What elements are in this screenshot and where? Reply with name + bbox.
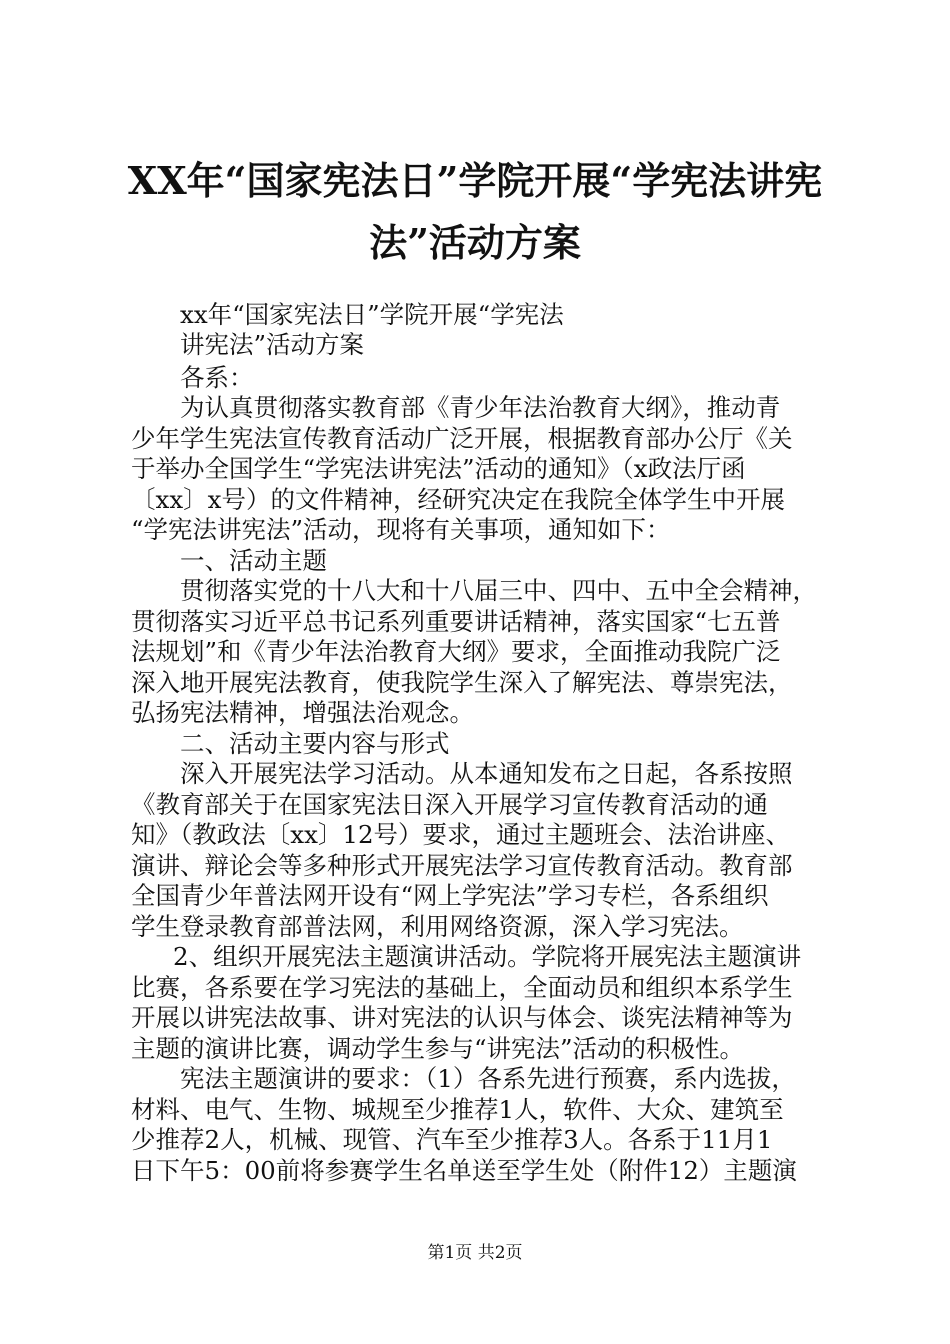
body-line: 学生登录教育部普法网，利用网络资源，深入学习宪法。 [131,912,744,941]
document-title-line-2: 法”活动方案 [369,220,581,265]
body-line: 法规划”和《青少年法治教育大纲》要求，全面推动我院广泛 [131,637,781,666]
section-heading-2: 二、活动主要内容与形式 [180,729,450,758]
body-line: 深入地开展宪法教育，使我院学生深入了解宪法、尊崇宪法， [131,668,793,697]
body-line: 主题的演讲比赛，调动学生参与“讲宪法”活动的积极性。 [131,1034,745,1063]
body-line: 少推荐2人，机械、现管、汽车至少推荐3人。各系于11月1 [131,1125,773,1154]
body-line: 〔xx〕x号）的文件精神，经研究决定在我院全体学生中开展 [131,485,785,514]
document-title-line-1: XX年“国家宪法日”学院开展“学宪法讲宪 [127,158,823,203]
body-line: 2、组织开展宪法主题演讲活动。学院将开展宪法主题演讲 [173,942,802,971]
body-line: 开展以讲宪法故事、讲对宪法的认识与体会、谈宪法精神等为 [131,1003,793,1032]
body-line: “学宪法讲宪法”活动，现将有关事项，通知如下： [131,515,671,544]
subtitle-line-1: xx年“国家宪法日”学院开展“学宪法 [180,300,564,329]
body-line: 全国青少年普法网开设有“网上学宪法”学习专栏，各系组织 [131,881,769,910]
body-line: 宪法主题演讲的要求：（1）各系先进行预赛，系内选拔， [180,1064,796,1093]
body-line: 贯彻落实党的十八大和十八届三中、四中、五中全会精神， [180,576,817,605]
body-line: 知》（教政法〔xx〕12号）要求，通过主题班会、法治讲座、 [131,820,791,849]
body-line: 演讲、辩论会等多种形式开展宪法学习宣传教育活动。教育部 [131,851,793,880]
body-line: 弘扬宪法精神，增强法治观念。 [131,698,474,727]
page-number-footer: 第1页 共2页 [427,1243,523,1263]
body-line: 材料、电气、生物、城规至少推荐1人，软件、大众、建筑至 [131,1095,784,1124]
body-line: 于举办全国学生“学宪法讲宪法”活动的通知》（x政法厅函 [131,454,746,483]
body-line: 日下午5：00前将参赛学生名单送至学生处（附件12）主题演 [131,1156,797,1185]
body-line: 比赛，各系要在学习宪法的基础上，全面动员和组织本系学生 [131,973,793,1002]
body-line: 贯彻落实习近平总书记系列重要讲话精神，落实国家“七五普 [131,607,781,636]
body-line: 少年学生宪法宣传教育活动广泛开展，根据教育部办公厅《关 [131,424,793,453]
salutation: 各系： [180,363,254,392]
subtitle-line-2: 讲宪法”活动方案 [180,330,365,359]
section-heading-1: 一、活动主题 [180,546,327,575]
body-line: 深入开展宪法学习活动。从本通知发布之日起，各系按照 [180,759,793,788]
body-line: 《教育部关于在国家宪法日深入开展学习宣传教育活动的通 [131,790,768,819]
body-line: 为认真贯彻落实教育部《青少年法治教育大纲》，推动青 [180,393,781,422]
